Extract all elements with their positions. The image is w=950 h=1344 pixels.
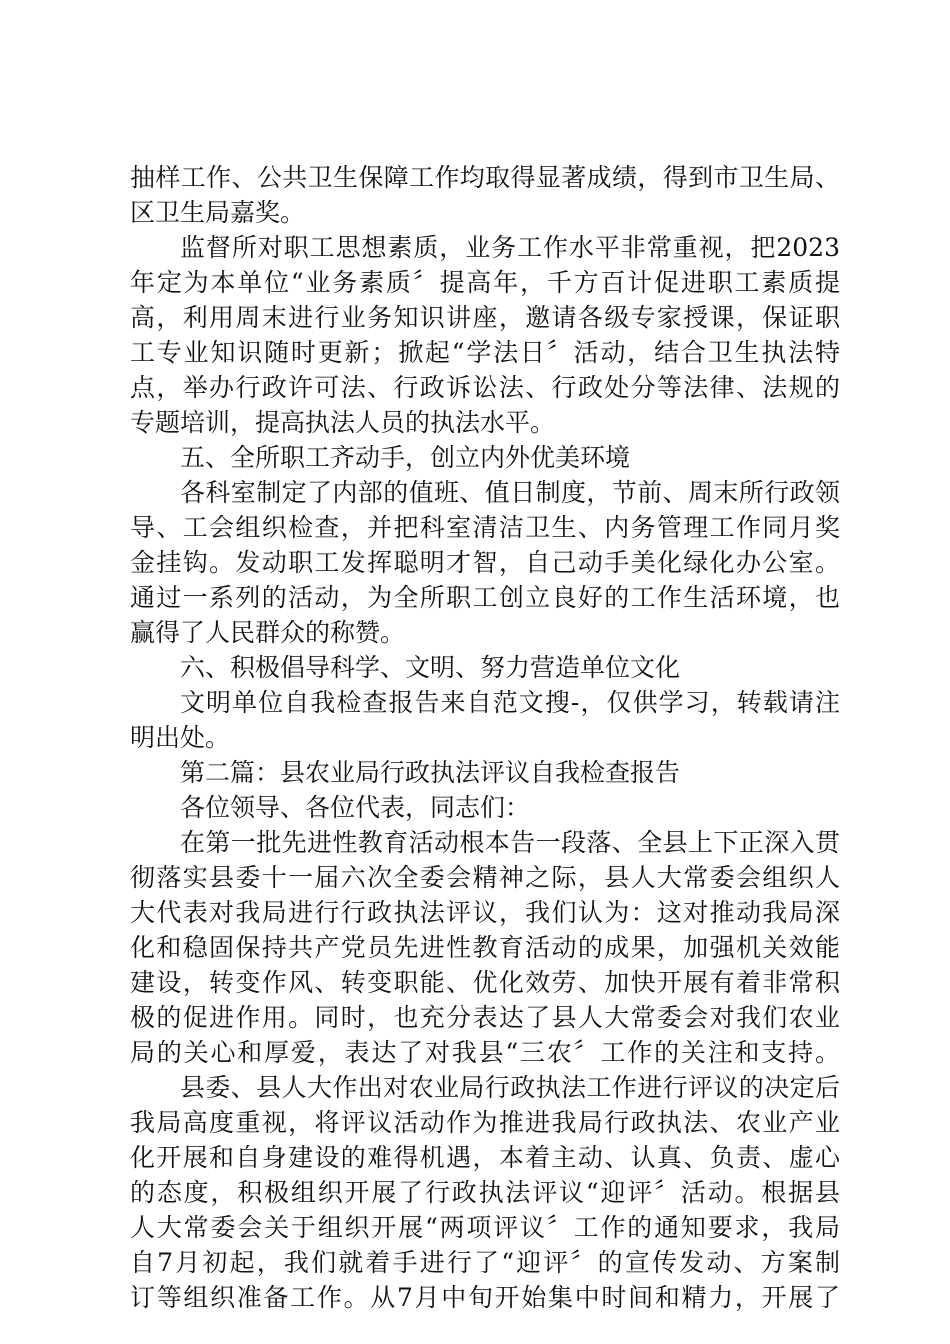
text-line: 文明单位自我检查报告来自范文搜-，仅供学习，转载请注 [180, 688, 840, 717]
salutation: 各位领导、各位代表，同志们： [180, 793, 531, 822]
text-line: 抽样工作、公共卫生保障工作均取得显著成绩，得到市卫生局、 [130, 163, 840, 192]
document-page [130, 160, 840, 1315]
section-heading: 五、全所职工齐动手，创立内外优美环境 [180, 443, 631, 472]
text-line: 彻落实县委十一届六次全委会精神之际，县人大常委会组织人 [130, 863, 840, 892]
text-line: 高，利用周末进行业务知识讲座，邀请各级专家授课，保证职 [130, 303, 840, 332]
text-line: 建设，转变作风、转变职能、优化效劳、加快开展有着非常积 [130, 968, 840, 997]
text-line: 在第一批先进性教育活动根本告一段落、全县上下正深入贯 [180, 828, 840, 857]
text-line: 我局高度重视，将评议活动作为推进我局行政执法、农业产业 [130, 1108, 840, 1137]
text-line: 各科室制定了内部的值班、值日制度，节前、周末所行政领 [180, 478, 840, 507]
text-line: 人大常委会关于组织开展“两项评议〞工作的通知要求，我局 [130, 1213, 840, 1242]
text-line: 的态度，积极组织开展了行政执法评议“迎评〞活动。根据县 [130, 1178, 840, 1207]
text-line: 点，举办行政许可法、行政诉讼法、行政处分等法律、法规的 [130, 373, 840, 402]
text-line: 赢得了人民群众的称赞。 [130, 618, 406, 647]
text-line: 明出处。 [130, 723, 231, 752]
text-line: 监督所对职工思想素质，业务工作水平非常重视，把2023 [180, 233, 840, 262]
text-line: 县委、县人大作出对农业局行政执法工作进行评议的决定后 [180, 1073, 840, 1102]
text-line: 化和稳固保持共产党员先进性教育活动的成果，加强机关效能 [130, 933, 840, 962]
text-line: 极的促进作用。同时，也充分表达了县人大常委会对我们农业 [130, 1003, 840, 1032]
text-line: 化开展和自身建设的难得机遇，本着主动、认真、负责、虚心 [130, 1143, 840, 1172]
text-line: 局的关心和厚爱，表达了对我县“三农〞工作的关注和支持。 [130, 1038, 840, 1067]
text-line: 导、工会组织检查，并把科室清洁卫生、内务管理工作同月奖 [130, 513, 840, 542]
text-line: 自7月初起，我们就着手进行了“迎评〞的宣传发动、方案制 [130, 1248, 840, 1277]
text-line: 区卫生局嘉奖。 [130, 198, 306, 227]
text-line: 金挂钩。发动职工发挥聪明才智，自己动手美化绿化办公室。 [130, 548, 840, 577]
chapter-heading: 第二篇：县农业局行政执法评议自我检查报告 [180, 758, 681, 787]
text-line: 订等组织准备工作。从7月中旬开始集中时间和精力，开展了 [130, 1283, 840, 1312]
text-line: 年定为本单位“业务素质〞提高年，千方百计促进职工素质提 [130, 268, 840, 297]
text-line: 通过一系列的活动，为全所职工创立良好的工作生活环境，也 [130, 583, 840, 612]
text-line: 专题培训，提高执法人员的执法水平。 [130, 408, 556, 437]
section-heading: 六、积极倡导科学、文明、努力营造单位文化 [180, 653, 681, 682]
text-line: 大代表对我局进行行政执法评议，我们认为：这对推动我局深 [130, 898, 840, 927]
text-line: 工专业知识随时更新；掀起“学法日〞活动，结合卫生执法特 [130, 338, 840, 367]
